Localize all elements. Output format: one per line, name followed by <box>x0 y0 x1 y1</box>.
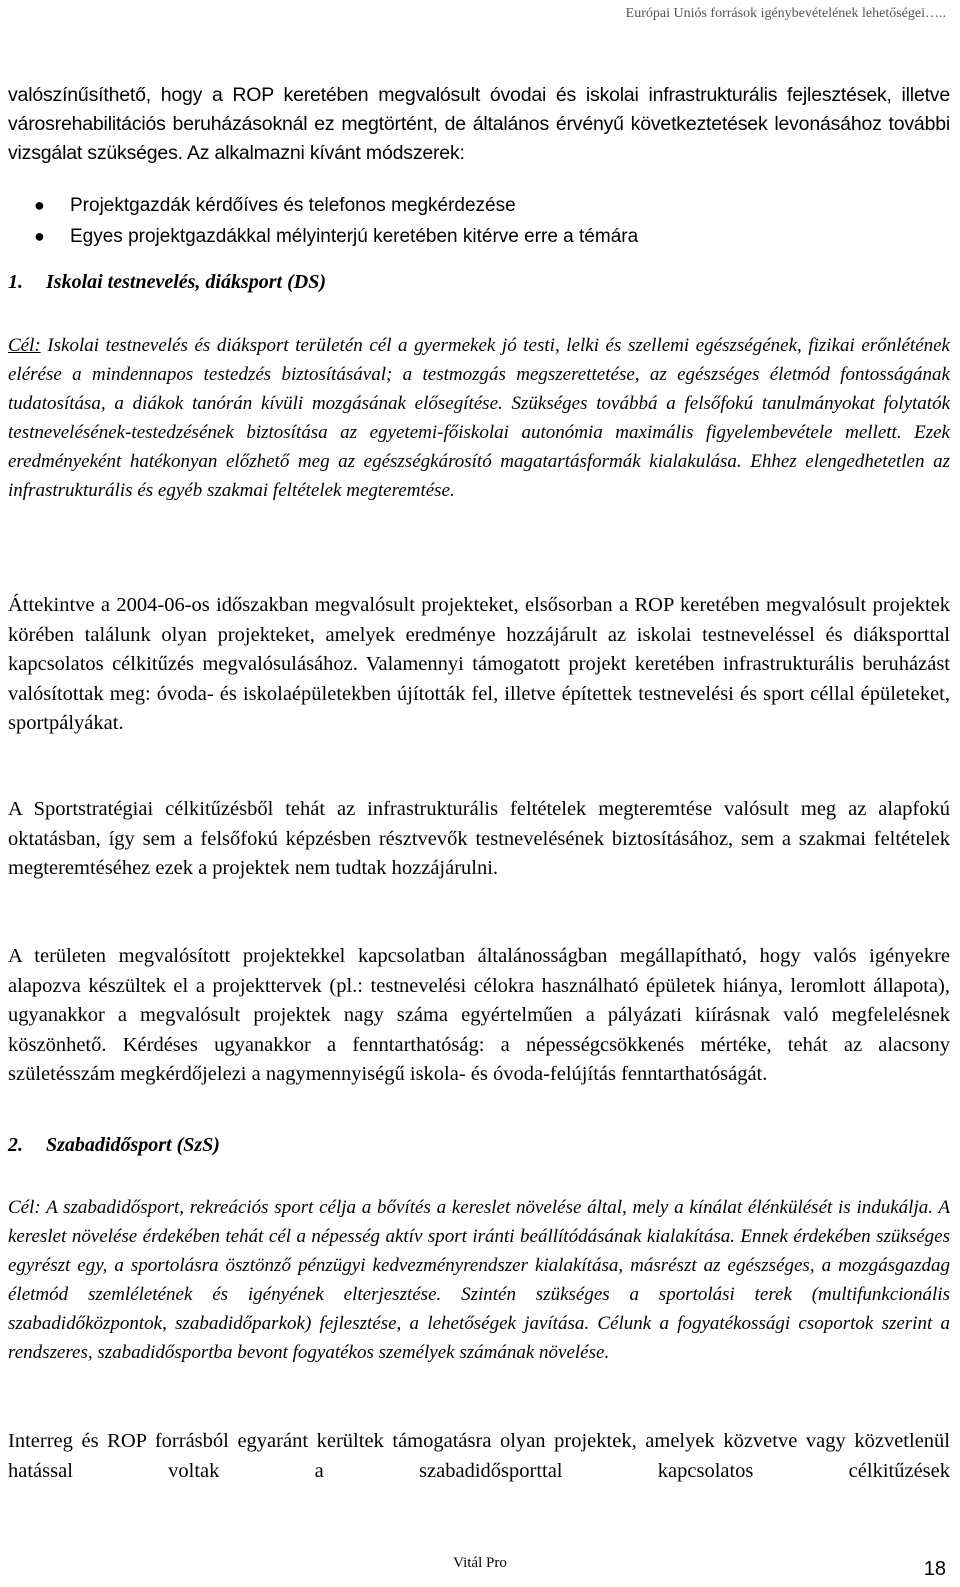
section-heading-1 <box>8 268 950 296</box>
overview-paragraph <box>8 591 950 739</box>
section-title: Iskolai testnevelés, diáksport (DS) <box>46 271 326 293</box>
goal-label: Cél: <box>8 335 41 356</box>
bullet-icon: ● <box>34 195 45 215</box>
section-title: Szabadidősport (SzS) <box>46 1134 220 1156</box>
method-text: Projektgazdák kérdőíves és telefonos megkérdezése <box>70 195 516 216</box>
list-item <box>8 221 950 252</box>
running-header: Európai Uniós források igénybevételének lehetőségei….. <box>625 6 946 21</box>
interreg-text: Interreg és ROP forrásból egyaránt kerültek támogatásra olyan projektek, amelyek közvetve vagy közvetlenül hatással voltak a szabadidősporttal kapcsolatos célkitűzések <box>8 1430 950 1482</box>
page-number: 18 <box>923 1558 946 1580</box>
intro-paragraph <box>8 81 950 168</box>
section-number: 2. <box>8 1134 23 1156</box>
section-heading-2 <box>8 1131 950 1159</box>
territory-paragraph <box>8 942 950 1090</box>
goal-text: Cél: A szabadidősport, rekreációs sport célja a bővítés a kereslet növelése által, mely a kínálat élénkülését is indukálja. A kereslet növelése érdekében tehát cél a népesség aktív sport iránti beállítódásának kialakítása. Ennek érdekében szükséges egyrészt egy, a sportolásra ösztönző pénzügyi kedvezményrendszer kialakítása, másrészt az egészséges, a mozgásgazdag életmód szemléletének és igényének elterjesztése. Szintén szükséges a sportolási terek (multifunkcionális szabadidőközpontok, szabadidőparkok) fejlesztése, a lehetőségek javítása. Célunk a fogyatékossági csoportok szerint a rendszeres, szabadidősportba bevont fogyatékos személyek számának növelése. <box>8 1197 950 1363</box>
list-item <box>8 190 950 221</box>
section2-goal <box>8 1193 950 1367</box>
interreg-paragraph <box>8 1427 950 1486</box>
section-number: 1. <box>8 271 23 293</box>
strategy-text: A Sportstratégiai célkitűzésből tehát az infrastrukturális feltételek megteremtése valósult meg az alapfokú oktatásban, így sem a felsőfokú képzésben résztvevők testnevelésének biztosításához, sem a szakmai feltételek megteremtéséhez ezek a projektek nem tudtak hozzájárulni. <box>8 798 950 879</box>
strategy-paragraph <box>8 795 950 884</box>
footer-author: Vitál Pro <box>453 1555 507 1571</box>
section1-goal <box>8 331 950 505</box>
overview-text: Áttekintve a 2004-06-os időszakban megvalósult projekteket, elsősorban a ROP keretében megvalósult projektek körében találunk olyan projekteket, amelyek eredménye hozzájárult az iskolai testneveléssel és diáksporttal kapcsolatos célkitűzés megvalósulásához. Valamennyi támogatott projekt keretében infrastrukturális beruházást valósítottak meg: óvoda- és iskolaépületekben újították fel, illetve építettek testnevelési és sport céllal épületeket, sportpályákat. <box>8 594 950 734</box>
method-text: Egyes projektgazdákkal mélyinterjú keretében kitérve erre a témára <box>70 226 639 247</box>
territory-text: A területen megvalósított projektekkel kapcsolatban általánosságban megállapítható, hogy valós igényekre alapozva készültek el a projekttervek (pl.: testnevelési célokra használható épületek hiánya, leromlott állapota), ugyanakkor a megvalósult projektek nagy száma egyértelműen a pályázati kiírásnak való megfelelésnek köszönhető. Kérdéses ugyanakkor a fenntarthatóság: a népességcsökkenés mértéke, tehát az alacsony születésszám megkérdőjelezi a nagymennyiségű iskola- és óvoda-felújítás fenntarthatóságát. <box>8 945 950 1085</box>
bullet-icon: ● <box>34 226 45 246</box>
methods-list <box>8 190 950 252</box>
intro-text: valószínűsíthető, hogy a ROP keretében megvalósult óvodai és iskolai infrastrukturális fejlesztések, illetve városrehabilitációs beruházásoknál ez megtörtént, de általános érvényű következtetések levonásához további vizsgálat szükséges. Az alkalmazni kívánt módszerek: <box>8 84 950 164</box>
goal-text: Iskolai testnevelés és diáksport területén cél a gyermekek jó testi, lelki és szellemi egészségének, fizikai erőnlétének elérése a mindennapos testedzés biztosításával; a testmozgás megszerettetése, az egészséges életmód fontosságának tudatosítása, a diákok tanórán kívüli mozgásának elősegítése. Szükséges továbbá a felsőfokú tanulmányokat folytatók testnevelésének-testedzésének biztosítása az egyetemi-főiskolai autonómia maximális figyelembevétele mellett. Ezek eredményeként hatékonyan előzhető meg az egészségkárosító magatartásformák kialakulása. Ehhez elengedhetetlen az infrastrukturális és egyéb szakmai feltételek megteremtése. <box>8 335 950 501</box>
